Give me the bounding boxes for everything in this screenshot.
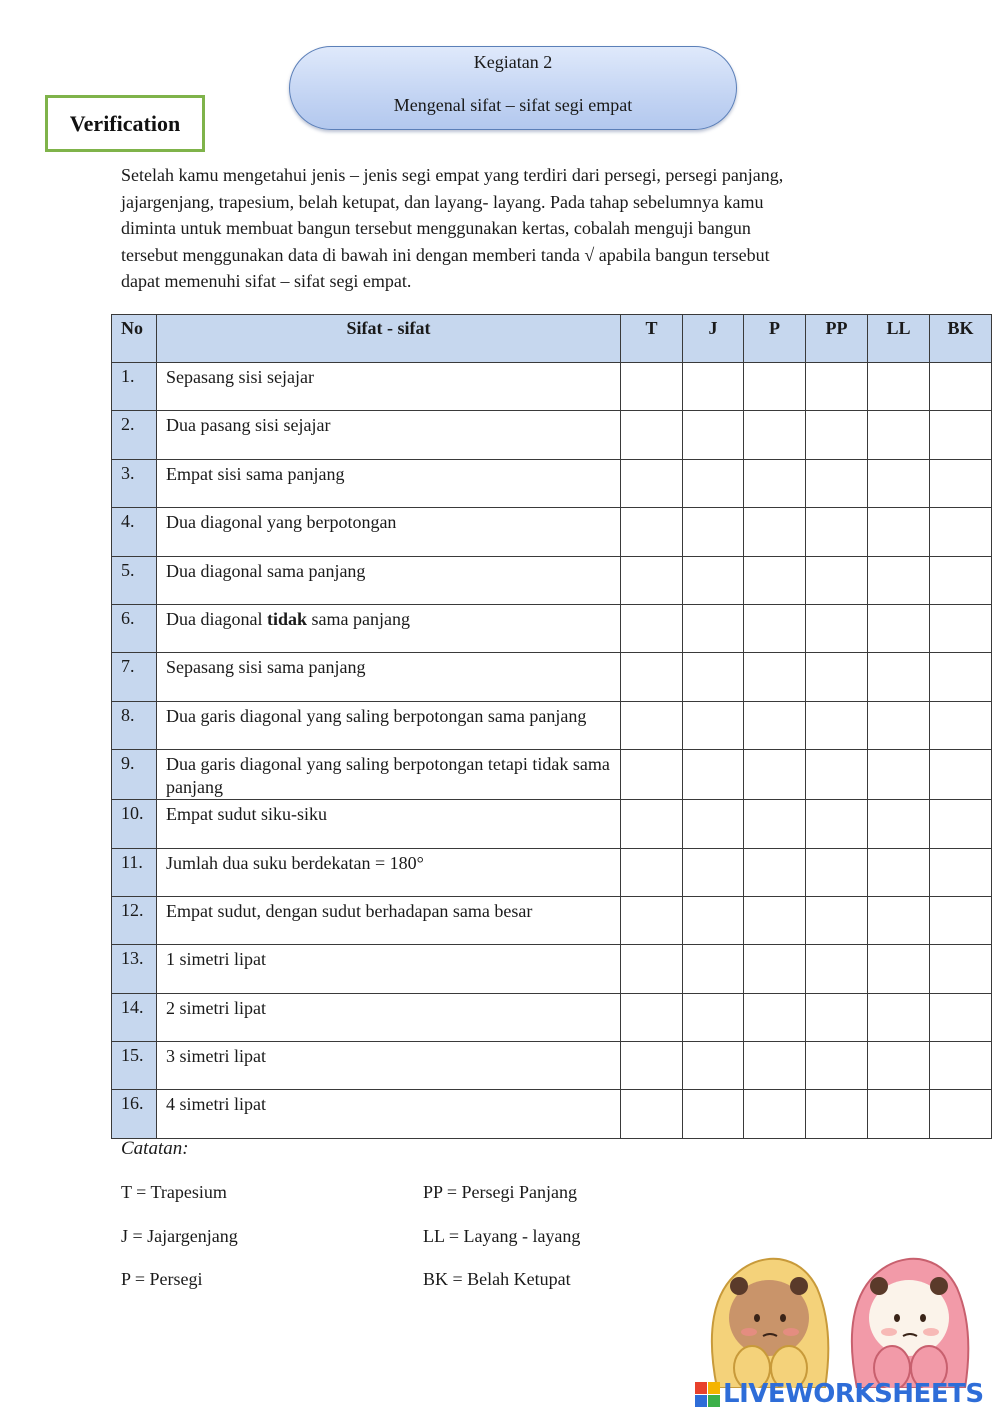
check-cell-belah-ketupat[interactable] <box>930 556 992 604</box>
table-row <box>112 653 992 701</box>
check-cell-trapesium[interactable] <box>621 1090 683 1138</box>
check-cell-persegi[interactable] <box>744 848 806 896</box>
check-cell-persegi-panjang[interactable] <box>806 604 868 652</box>
table-row <box>112 993 992 1041</box>
check-cell-persegi-panjang[interactable] <box>806 896 868 944</box>
liveworksheets-text: LIVEWORKSHEETS <box>723 1379 984 1409</box>
header-properties: Sifat - sifat <box>157 315 621 363</box>
activity-number: Kegiatan 2 <box>473 52 553 72</box>
property-text: Sepasang sisi sejajar <box>157 363 621 411</box>
check-cell-belah-ketupat[interactable] <box>930 800 992 848</box>
check-cell-jajargenjang[interactable] <box>683 800 744 848</box>
table-row <box>112 896 992 944</box>
row-number: 12. <box>112 896 157 944</box>
check-cell-jajargenjang[interactable] <box>683 1090 744 1138</box>
check-cell-jajargenjang[interactable] <box>683 556 744 604</box>
check-cell-layang-layang[interactable] <box>868 556 930 604</box>
check-cell-persegi-panjang[interactable] <box>806 1090 868 1138</box>
check-cell-layang-layang[interactable] <box>868 459 930 507</box>
property-text: Dua pasang sisi sejajar <box>157 411 621 459</box>
header-layang-layang: LL <box>868 315 930 363</box>
check-cell-persegi[interactable] <box>744 653 806 701</box>
header-persegi-panjang: PP <box>806 315 868 363</box>
row-number: 14. <box>112 993 157 1041</box>
check-cell-persegi[interactable] <box>744 411 806 459</box>
legend-item: P = Persegi <box>121 1269 203 1289</box>
property-text: Empat sudut, dengan sudut berhadapan sama besar <box>157 896 621 944</box>
check-cell-belah-ketupat[interactable] <box>930 363 992 411</box>
check-cell-belah-ketupat[interactable] <box>930 1090 992 1138</box>
check-cell-persegi[interactable] <box>744 701 806 749</box>
check-cell-belah-ketupat[interactable] <box>930 653 992 701</box>
header-jajargenjang: J <box>683 315 744 363</box>
property-text-part: sama panjang <box>307 608 410 629</box>
check-cell-belah-ketupat[interactable] <box>930 896 992 944</box>
check-cell-trapesium[interactable] <box>621 604 683 652</box>
property-text: Dua garis diagonal yang saling berpotongan tetapi tidak sama panjang <box>157 750 621 800</box>
row-number: 15. <box>112 1042 157 1090</box>
row-number: 4. <box>112 508 157 556</box>
check-cell-trapesium[interactable] <box>621 363 683 411</box>
check-cell-persegi[interactable] <box>744 508 806 556</box>
check-cell-layang-layang[interactable] <box>868 701 930 749</box>
row-number: 3. <box>112 459 157 507</box>
instructions-line: dapat memenuhi sifat – sifat segi empat. <box>121 271 412 291</box>
check-cell-persegi[interactable] <box>744 1090 806 1138</box>
check-cell-trapesium[interactable] <box>621 459 683 507</box>
legend-item: PP = Persegi Panjang <box>423 1182 577 1202</box>
mascot-left <box>712 1259 828 1388</box>
property-text: Empat sisi sama panjang <box>157 459 621 507</box>
table-row <box>112 556 992 604</box>
row-number: 2. <box>112 411 157 459</box>
instructions-line: jajargenjang, trapesium, belah ketupat, dan layang- layang. Pada tahap sebelumnya kamu <box>121 191 764 212</box>
check-cell-persegi[interactable] <box>744 993 806 1041</box>
table-row <box>112 1090 992 1138</box>
property-text: Dua diagonal yang berpotongan <box>157 508 621 556</box>
check-cell-layang-layang[interactable] <box>868 945 930 993</box>
check-cell-belah-ketupat[interactable] <box>930 993 992 1041</box>
table-row <box>112 848 992 896</box>
legend-item: LL = Layang - layang <box>423 1226 581 1246</box>
check-cell-belah-ketupat[interactable] <box>930 945 992 993</box>
header-trapesium: T <box>621 315 683 363</box>
activity-title-banner <box>289 46 737 130</box>
check-cell-persegi-panjang[interactable] <box>806 945 868 993</box>
check-cell-jajargenjang[interactable] <box>683 1042 744 1090</box>
check-cell-jajargenjang[interactable] <box>683 750 744 800</box>
property-text: 4 simetri lipat <box>157 1090 621 1138</box>
check-cell-persegi[interactable] <box>744 750 806 800</box>
row-number: 5. <box>112 556 157 604</box>
check-cell-trapesium[interactable] <box>621 508 683 556</box>
property-text: 1 simetri lipat <box>157 945 621 993</box>
check-cell-trapesium[interactable] <box>621 750 683 800</box>
check-cell-persegi-panjang[interactable] <box>806 993 868 1041</box>
row-number: 13. <box>112 945 157 993</box>
check-cell-persegi-panjang[interactable] <box>806 508 868 556</box>
check-cell-layang-layang[interactable] <box>868 363 930 411</box>
table-row <box>112 800 992 848</box>
check-cell-trapesium[interactable] <box>621 653 683 701</box>
check-cell-belah-ketupat[interactable] <box>930 750 992 800</box>
check-cell-jajargenjang[interactable] <box>683 945 744 993</box>
check-cell-layang-layang[interactable] <box>868 848 930 896</box>
check-cell-jajargenjang[interactable] <box>683 896 744 944</box>
table-row <box>112 701 992 749</box>
properties-table <box>111 314 992 1139</box>
check-cell-persegi-panjang[interactable] <box>806 363 868 411</box>
verification-badge <box>45 95 205 152</box>
check-cell-persegi[interactable] <box>744 945 806 993</box>
check-cell-layang-layang[interactable] <box>868 993 930 1041</box>
check-cell-jajargenjang[interactable] <box>683 508 744 556</box>
row-number: 8. <box>112 701 157 749</box>
instructions-line: Setelah kamu mengetahui jenis – jenis segi empat yang terdiri dari persegi, persegi panjang, <box>121 165 784 185</box>
check-cell-belah-ketupat[interactable] <box>930 1042 992 1090</box>
check-cell-jajargenjang[interactable] <box>683 993 744 1041</box>
check-cell-persegi-panjang[interactable] <box>806 750 868 800</box>
check-cell-belah-ketupat[interactable] <box>930 701 992 749</box>
check-cell-belah-ketupat[interactable] <box>930 508 992 556</box>
mascot-illustration <box>697 1248 1000 1388</box>
check-cell-persegi-panjang[interactable] <box>806 459 868 507</box>
check-cell-persegi[interactable] <box>744 363 806 411</box>
activity-title: Mengenal sifat – sifat segi empat <box>393 95 633 115</box>
table-row <box>112 1042 992 1090</box>
check-cell-layang-layang[interactable] <box>868 750 930 800</box>
property-text <box>157 604 621 652</box>
check-cell-belah-ketupat[interactable] <box>930 411 992 459</box>
check-cell-layang-layang[interactable] <box>868 508 930 556</box>
check-cell-trapesium[interactable] <box>621 701 683 749</box>
table-header-row <box>112 315 992 363</box>
check-cell-persegi[interactable] <box>744 459 806 507</box>
table-row <box>112 459 992 507</box>
property-text: 2 simetri lipat <box>157 993 621 1041</box>
check-cell-persegi-panjang[interactable] <box>806 701 868 749</box>
check-cell-persegi-panjang[interactable] <box>806 411 868 459</box>
property-text: Dua diagonal sama panjang <box>157 556 621 604</box>
check-cell-persegi-panjang[interactable] <box>806 800 868 848</box>
check-cell-trapesium[interactable] <box>621 945 683 993</box>
row-number: 1. <box>112 363 157 411</box>
check-cell-layang-layang[interactable] <box>868 896 930 944</box>
instructions-line: tersebut menggunakan data di bawah ini dengan memberi tanda √ apabila bangun tersebut <box>121 244 770 265</box>
check-cell-trapesium[interactable] <box>621 1042 683 1090</box>
check-cell-jajargenjang[interactable] <box>683 363 744 411</box>
check-cell-persegi[interactable] <box>744 800 806 848</box>
header-belah-ketupat: BK <box>930 315 992 363</box>
check-cell-trapesium[interactable] <box>621 896 683 944</box>
legend-item: T = Trapesium <box>121 1182 227 1202</box>
check-cell-jajargenjang[interactable] <box>683 848 744 896</box>
notes-title: Catatan: <box>121 1138 189 1159</box>
check-cell-persegi[interactable] <box>744 604 806 652</box>
check-cell-persegi[interactable] <box>744 556 806 604</box>
property-text: Empat sudut siku-siku <box>157 800 621 848</box>
header-no: No <box>112 315 157 363</box>
legend-item: BK = Belah Ketupat <box>423 1269 571 1289</box>
check-cell-persegi-panjang[interactable] <box>806 556 868 604</box>
row-number: 11. <box>112 848 157 896</box>
legend-item: J = Jajargenjang <box>121 1226 238 1246</box>
header-persegi: P <box>744 315 806 363</box>
check-cell-trapesium[interactable] <box>621 848 683 896</box>
table-body <box>112 363 992 1139</box>
check-cell-layang-layang[interactable] <box>868 653 930 701</box>
table-row <box>112 750 992 800</box>
liveworksheets-logo-icon <box>695 1380 721 1408</box>
check-cell-trapesium[interactable] <box>621 993 683 1041</box>
property-text: Sepasang sisi sama panjang <box>157 653 621 701</box>
table-row <box>112 363 992 411</box>
check-cell-jajargenjang[interactable] <box>683 701 744 749</box>
check-cell-persegi[interactable] <box>744 896 806 944</box>
row-number: 7. <box>112 653 157 701</box>
property-text: Jumlah dua suku berdekatan = 180° <box>157 848 621 896</box>
mascot-right <box>852 1259 968 1388</box>
check-cell-persegi-panjang[interactable] <box>806 848 868 896</box>
row-number: 9. <box>112 750 157 800</box>
property-text: 3 simetri lipat <box>157 1042 621 1090</box>
instructions-paragraph <box>121 162 881 295</box>
check-cell-layang-layang[interactable] <box>868 1090 930 1138</box>
check-cell-persegi-panjang[interactable] <box>806 653 868 701</box>
check-cell-trapesium[interactable] <box>621 800 683 848</box>
liveworksheets-watermark <box>695 1375 984 1413</box>
check-cell-persegi-panjang[interactable] <box>806 1042 868 1090</box>
check-cell-jajargenjang[interactable] <box>683 459 744 507</box>
check-cell-belah-ketupat[interactable] <box>930 604 992 652</box>
check-cell-trapesium[interactable] <box>621 411 683 459</box>
check-cell-layang-layang[interactable] <box>868 411 930 459</box>
check-cell-layang-layang[interactable] <box>868 604 930 652</box>
property-text: Dua garis diagonal yang saling berpotongan sama panjang <box>157 701 621 749</box>
verification-label: Verification <box>69 110 181 136</box>
check-cell-trapesium[interactable] <box>621 556 683 604</box>
table-row <box>112 604 992 652</box>
check-cell-layang-layang[interactable] <box>868 1042 930 1090</box>
check-cell-layang-layang[interactable] <box>868 800 930 848</box>
property-text-part: Dua diagonal <box>166 608 267 629</box>
instructions-line: diminta untuk membuat bangun tersebut menggunakan kertas, cobalah menguji bangun <box>121 218 751 238</box>
check-cell-belah-ketupat[interactable] <box>930 848 992 896</box>
row-number: 10. <box>112 800 157 848</box>
table-row <box>112 945 992 993</box>
check-cell-jajargenjang[interactable] <box>683 411 744 459</box>
table-row <box>112 411 992 459</box>
row-number: 16. <box>112 1090 157 1138</box>
row-number: 6. <box>112 604 157 652</box>
check-cell-persegi[interactable] <box>744 1042 806 1090</box>
table-row <box>112 508 992 556</box>
check-cell-jajargenjang[interactable] <box>683 653 744 701</box>
check-cell-jajargenjang[interactable] <box>683 604 744 652</box>
property-emphasis: tidak <box>266 608 307 629</box>
check-cell-belah-ketupat[interactable] <box>930 459 992 507</box>
